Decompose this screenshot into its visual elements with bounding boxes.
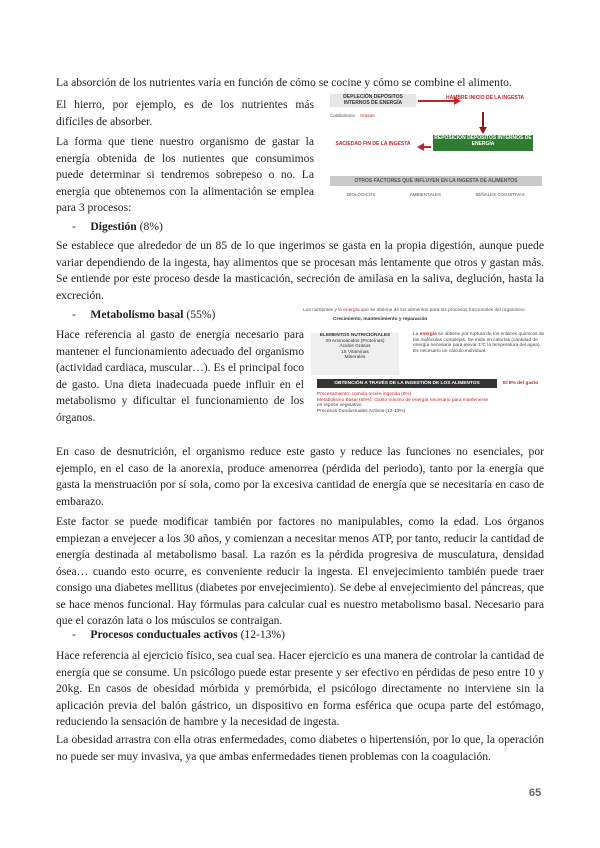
intro-paragraph: La absorción de los nutrientes varía en función de cómo se cocine y cómo se combine el alimento. <box>56 76 512 89</box>
bullet-procesos-conductuales: - Procesos conductuales activos (12-13%) <box>72 628 285 641</box>
bullet-metabolismo-basal: - Metabolismo basal (55%) <box>72 308 216 321</box>
ejercicio-paragraph: Hace referencia al ejercicio físico, sea cual sea. Hacer ejercicio es una manera de controlar la cantidad de energía que se consume. Un psicólogo puede estar presente y ser efectivo en pérdidas de peso entre 10 y 20kg. En casos de obesidad mórbida y premórbida, el psicólogo directamente no interviene sin la aplicación previa del balón gástrico, un dispositivo en forma esférica que ocupa parte del estómago, reduciendo la sensación de hambre y la necesidad de ingesta. <box>56 649 544 728</box>
saciedad-label: SACIEDAD FIN DE LA INGESTA <box>335 141 411 147</box>
basal-paragraph: Hace referencia al gasto de energía necesario para mantener el funcionamiento adecuado del organismo (actividad cardiaca, muscular…). Es el principal foco de gasto. Una dieta inadecuada puede influir en el metabolismo y dificultar el funcionamiento de los órganos. <box>56 328 304 424</box>
desnutricion-paragraph: En caso de desnutrición, el organismo reduce este gasto y reduce las funciones no esenciales, por ejemplo, en el caso de la anorexia, produce amenorrea (pérdida del periodo), tanto por la energía que gasta la menstruación por sí sola, como por la excesiva cantidad de energía que se necesitaría en caso de embarazo. <box>56 445 544 508</box>
digestion-paragraph: Se establece que alrededor de un 85 de lo que ingerimos se gasta en la propia digestión, aunque puede variar dependiendo de la ingesta, hay alimentos que se procesan más lentamente que otros y gastan más. Se entiende por este proceso desde la masticación, secreción de amilasa en la saliva, deglución, hasta la excreción. <box>56 239 544 302</box>
iron-paragraph: El hierro, por ejemplo, es de los nutrientes más difíciles de absorber. <box>56 98 314 128</box>
gasto-label: El 8% del gasto <box>503 381 539 386</box>
hambre-label: HAMBRE INICIO DE LA INGESTA <box>445 95 525 101</box>
factor-ambientales: AMBIENTALES <box>409 192 441 197</box>
obtencion-band: OBTENCIÓN A TRAVÉS DE LA INGESTIÓN DE LOS ALIMENTOS <box>317 379 497 388</box>
energy-paragraph: La forma que tiene nuestro organismo de gastar la energía obtenida de los nutientes que consumimos puede determinar si tendremos sobrepeso o no. La energía que obtenemos con la alimentación se emplea para 3 procesos: <box>56 135 314 214</box>
factor-senales: SEÑALES COGNITIVAS <box>475 192 525 197</box>
ingestion-cycle-diagram <box>330 94 542 206</box>
factors-row <box>330 192 542 198</box>
processes-list: Procesamiento: comida recién ingerida (8%) Metabolismo Basal (55%): Gasto mínimo de energía necesario para mantenerse en reposo vegetativo Procesos Conductuales Activos (12-13%) <box>317 392 489 414</box>
nutrients-energy-diagram <box>303 308 548 422</box>
factor-paragraph: Este factor se puede modificar también por factores no manipulables, como la edad. Los órganos empiezan a envejecer a los 30 años, y comienzan a necesitar menos ATP, por tanto, reducir la cantidad de energía destinada al metabolismo basal. La razón es la pérdida progresiva de musculatura, densidad ósea… cuando esto ocurre, es conveniente reducir la ingesta. El envejecimiento también puede traer consigo una diabetes mellitus (diabetes por envejecimiento). Se debe al envejecimiento del páncreas, que se hace menos funcional. Hay fórmulas para calcular cual es nuestro metabolismo basal. Necesario para que el corazón lata o los músculos se contraigan. <box>56 515 544 627</box>
page-number: 65 <box>529 787 542 799</box>
diagram2-title: Los nutrientes y la energía que se obtiene de los alimentos para los procesos funcionales del organismo <box>303 308 525 313</box>
bullet-digestion: - Digestión (8%) <box>72 220 163 233</box>
catabolismo-label: Catabolismo Grasas <box>330 113 375 118</box>
reposicion-box: REPOSICIÓN DEPÓSITOS INTERNOS DE ENERGÍA <box>433 135 533 151</box>
nutritional-elements-box: ELEMENTOS NUTRICIONALES 20 Aminoácidos (Proteínas) Ácidos Grasos 15 Vitaminas Minerales <box>311 333 399 375</box>
factor-biologicos: BIOLÓGICOS <box>347 192 376 197</box>
energy-explanation: La energía se obtiene por ruptura de los enlaces químicos de las moléculas complejas. Se mide en calorías (cantidad de energía necesaria para elevar 1ºC la temperatura del agua). Es necesario un cálculo individual. <box>413 332 545 354</box>
obesidad-paragraph: La obesidad arrastra con ella otras enfermedades, como diabetes o hipertensión, por lo que, la operación no puede ser muy invasiva, ya que ambas enfermedades tienen problemas con la coagulación. <box>56 733 544 763</box>
diagram2-subtitle: Crecimiento, mantenimiento y reparación <box>333 317 428 322</box>
deplecion-box: DEPLECIÓN DEPÓSITOS INTERNOS DE ENERGÍA <box>330 94 416 107</box>
otros-factores-band: OTROS FACTORES QUE INFLUYEN EN LA INGESTA DE ALIMENTOS <box>330 176 542 186</box>
